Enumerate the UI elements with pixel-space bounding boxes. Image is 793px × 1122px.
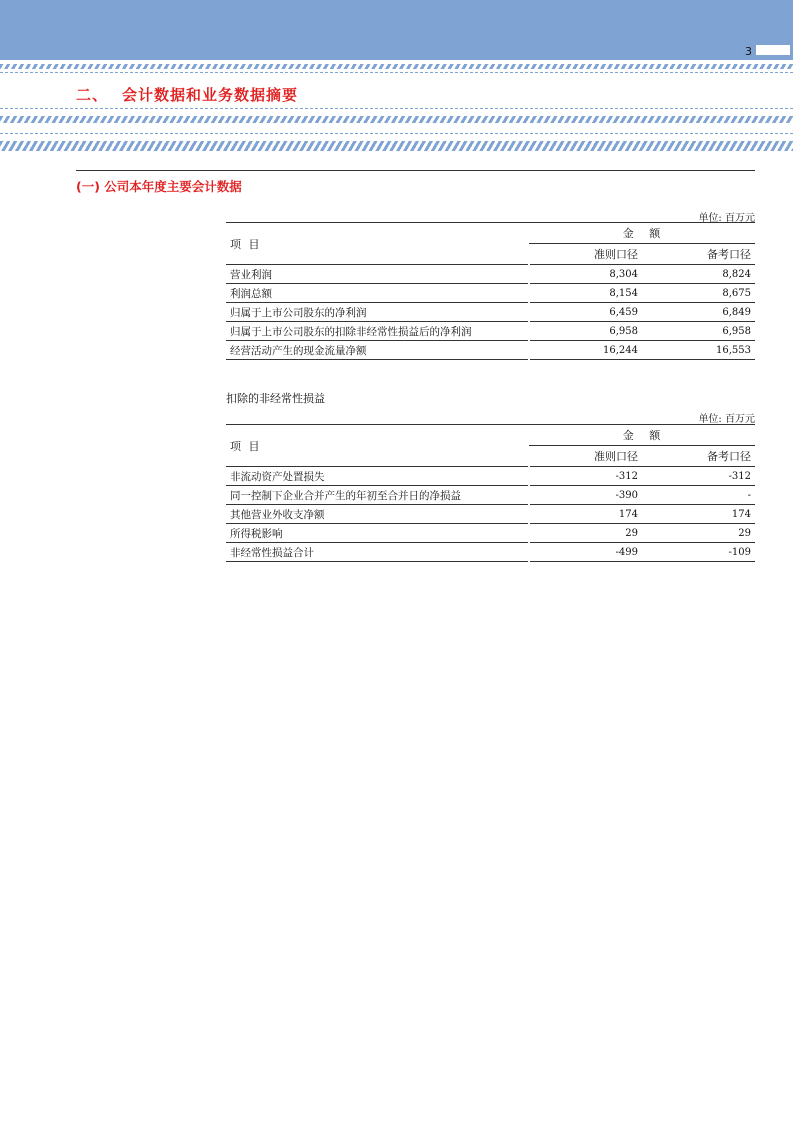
row-value-a: 6,958	[529, 322, 642, 341]
row-label: 归属于上市公司股东的净利润	[226, 303, 529, 322]
row-value-b: -312	[642, 467, 755, 486]
table-row	[226, 467, 755, 486]
row-label: 非流动资产处置损失	[226, 467, 529, 486]
row-value-b: 6,849	[642, 303, 755, 322]
row-label: 所得税影响	[226, 524, 529, 543]
row-value-a: 16,244	[529, 341, 642, 360]
non-recurring-items-heading: 扣除的非经常性损益	[226, 392, 325, 405]
hatch-stripe-top	[0, 64, 793, 69]
hatch-stripe-bottom	[0, 141, 793, 151]
table-row	[226, 486, 755, 505]
table-row	[226, 303, 755, 322]
table1-col-b-header: 备考口径	[642, 244, 755, 265]
row-label: 非经常性损益合计	[226, 543, 529, 562]
row-value-a: -499	[529, 543, 642, 562]
subsection-title: (一) 公司本年度主要会计数据	[76, 179, 242, 194]
row-value-a: -390	[529, 486, 642, 505]
row-value-b: 6,958	[642, 322, 755, 341]
table-row	[226, 543, 755, 562]
page-number: 3	[745, 45, 752, 58]
row-label: 经营活动产生的现金流量净额	[226, 341, 529, 360]
table-row	[226, 265, 755, 284]
table1-col-a-header: 准则口径	[529, 244, 642, 265]
row-label: 同一控制下企业合并产生的年初至合并日的净损益	[226, 486, 529, 505]
table2-col-b-header: 备考口径	[642, 446, 755, 467]
row-value-a: -312	[529, 467, 642, 486]
table-row	[226, 284, 755, 303]
row-value-b: 8,675	[642, 284, 755, 303]
table-row	[226, 505, 755, 524]
subsection-rule	[76, 170, 755, 171]
hatch-stripe-middle	[0, 116, 793, 123]
row-value-b: 8,824	[642, 265, 755, 284]
dashed-rule-3	[0, 133, 793, 134]
table-row	[226, 524, 755, 543]
row-value-b: -109	[642, 543, 755, 562]
row-label: 其他营业外收支净额	[226, 505, 529, 524]
dashed-rule-1	[0, 72, 793, 73]
row-value-b: 174	[642, 505, 755, 524]
row-label: 归属于上市公司股东的扣除非经常性损益后的净利润	[226, 322, 529, 341]
table1-item-header: 项 目	[226, 223, 529, 265]
row-value-b: 16,553	[642, 341, 755, 360]
table1-unit: 单位: 百万元	[698, 213, 755, 224]
row-label: 利润总额	[226, 284, 529, 303]
row-value-b: 29	[642, 524, 755, 543]
row-value-a: 8,154	[529, 284, 642, 303]
page-tab-decoration	[755, 44, 791, 56]
table1-main-accounting-data	[226, 222, 755, 360]
table2-col-a-header: 准则口径	[529, 446, 642, 467]
table-row	[226, 341, 755, 360]
row-value-a: 174	[529, 505, 642, 524]
row-label: 营业利润	[226, 265, 529, 284]
row-value-a: 6,459	[529, 303, 642, 322]
section-title-text: 会计数据和业务数据摘要	[122, 86, 299, 104]
table2-item-header: 项 目	[226, 425, 529, 467]
section-number: 二、	[76, 86, 109, 104]
section-title	[76, 84, 298, 105]
header-band	[0, 0, 793, 60]
row-value-a: 29	[529, 524, 642, 543]
table1-amount-header: 金 额	[529, 223, 755, 244]
row-value-b: -	[642, 486, 755, 505]
row-value-a: 8,304	[529, 265, 642, 284]
table-row	[226, 322, 755, 341]
table2-amount-header: 金 额	[529, 425, 755, 446]
table2-non-recurring-items	[226, 424, 755, 562]
dashed-rule-2	[0, 108, 793, 109]
table2-unit: 单位: 百万元	[698, 414, 755, 425]
